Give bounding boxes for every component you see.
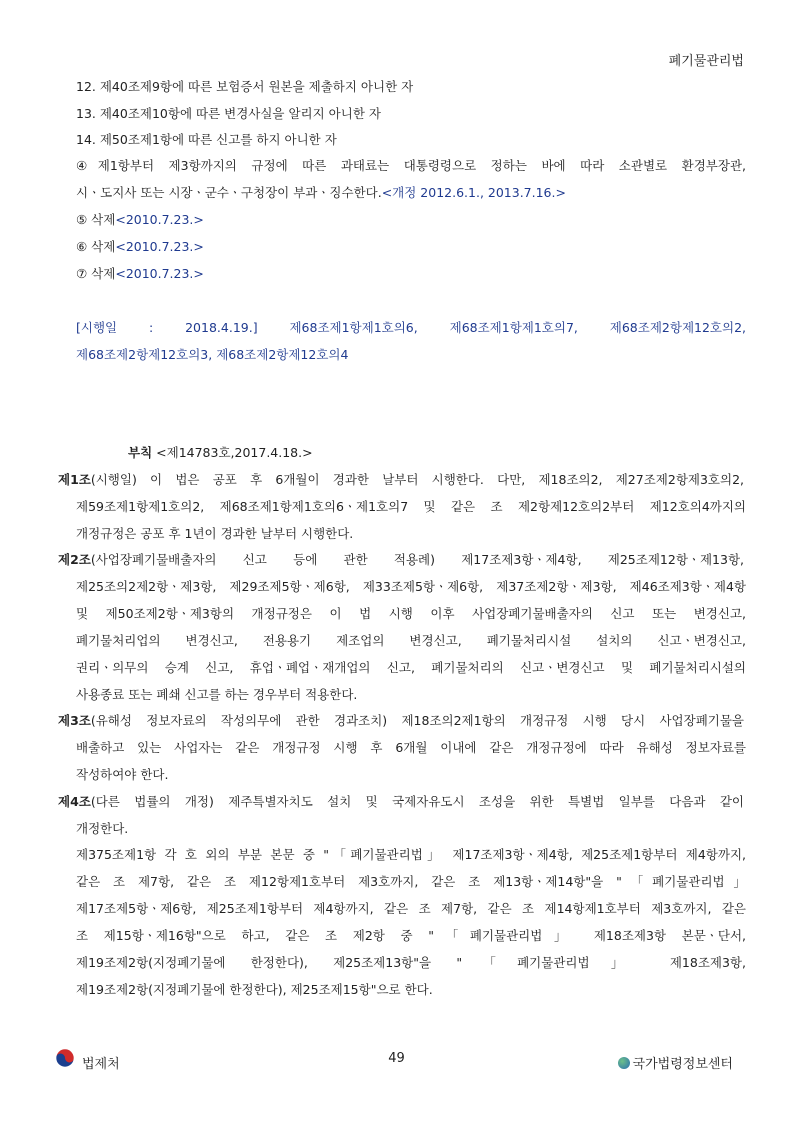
article-1-line2: 제59조제1항제1호의2, 제68조제1항제1호의6ㆍ제1호의7 및 같은 조 제2항제12호의2부터 제12호의4까지의	[76, 499, 746, 514]
deleted-label: ⑤ 삭제	[76, 212, 116, 227]
article-4-sub3: 제17조제5항ㆍ제6항, 제25조제1항부터 제4항까지, 같은 조 제7항, 같은 조 제14항제1호부터 제3호까지, 같은	[76, 901, 746, 916]
article-4-line2: 개정한다.	[76, 821, 129, 836]
article-3-line1	[58, 712, 744, 730]
addenda-ref: <제14783호,2017.4.18.>	[156, 445, 313, 460]
enforcement-date-line2[interactable]: 제68조제2항제12호의3, 제68조제2항제12호의4	[76, 347, 349, 362]
article-4-sub2: 같은 조 제7항, 같은 조 제12항제1호부터 제3호까지, 같은 조 제13항ㆍ제14항"을 "「폐기물관리법」	[76, 874, 746, 889]
deletion-date-link[interactable]: <2010.7.23.>	[115, 212, 204, 227]
article-4-sub4: 조 제15항ㆍ제16항"으로 하고, 같은 조 제2항 중 "「폐기물관리법」 제18조제3항 본문ㆍ단서,	[76, 928, 746, 943]
article-text: (다른 법률의 개정) 제주특별자치도 설치 및 국제자유도시 조성을 위한 특별법 일부를 다음과 같이	[90, 794, 744, 809]
list-item-14: 14. 제50조제1항에 따른 신고를 하지 아니한 자	[76, 132, 337, 147]
paragraph-4-line1: ④제1항부터 제3항까지의 규정에 따른 과태료는 대통령령으로 정하는 바에 따라 소관별로 환경부장관,	[76, 158, 746, 173]
article-text: (사업장폐기물배출자의 신고 등에 관한 적용례) 제17조제3항ㆍ제4항, 제25조제12항ㆍ제13항,	[90, 552, 744, 567]
list-item-12: 12. 제40조제9항에 따른 보험증서 원본을 제출하지 아니한 자	[76, 79, 414, 94]
deletion-date-link[interactable]: <2010.7.23.>	[115, 239, 204, 254]
deletion-date-link[interactable]: <2010.7.23.>	[115, 266, 204, 281]
article-1-line3: 개정규정은 공포 후 1년이 경과한 날부터 시행한다.	[76, 526, 354, 541]
page-header-title: 폐기물관리법	[668, 54, 744, 69]
page-number: 49	[388, 1051, 405, 1066]
deleted-label: ⑥ 삭제	[76, 239, 116, 254]
article-text: (시행일) 이 법은 공포 후 6개월이 경과한 날부터 시행한다. 다만, 제18조의2, 제27조제2항제3호의2,	[90, 472, 744, 487]
article-2-line6: 사용종료 또는 폐쇄 신고를 하는 경우부터 적용한다.	[76, 687, 358, 702]
deleted-item-5	[76, 211, 204, 229]
article-2-line1	[58, 551, 744, 569]
enforcement-date-line1[interactable]: [시행일 : 2018.4.19.] 제68조제1항제1호의6, 제68조제1항제1호의7, 제68조제2항제12호의2,	[76, 320, 746, 335]
article-4-sub6: 제19조제2항(지정폐기물에 한정한다), 제25조제15항"으로 한다.	[76, 982, 433, 997]
paragraph-4-text: 시ㆍ도지사 또는 시장ㆍ군수ㆍ구청장이 부과ㆍ징수한다.	[76, 185, 382, 200]
addenda-title: 부칙	[128, 445, 153, 460]
deleted-item-7	[76, 265, 204, 283]
article-4-sub5: 제19조제2항(지정폐기물에 한정한다), 제25조제13항"을 "「폐기물관리법」 제18조제3항,	[76, 955, 746, 970]
list-item-13: 13. 제40조제10항에 따른 변경사실을 알리지 아니한 자	[76, 106, 381, 121]
addenda-heading	[128, 444, 313, 462]
footer-info-center-label: 국가법령정보센터	[632, 1057, 733, 1072]
article-number: 제3조	[58, 713, 91, 728]
article-4-line1	[58, 793, 744, 811]
deleted-label: ⑦ 삭제	[76, 266, 116, 281]
article-number: 제2조	[58, 552, 91, 567]
article-2-line2: 제25조의2제2항ㆍ제3항, 제29조제5항ㆍ제6항, 제33조제5항ㆍ제6항, 제37조제2항ㆍ제3항, 제46조제3항ㆍ제4항	[76, 579, 746, 594]
article-text: (유해성 정보자료의 작성의무에 관한 경과조치) 제18조의2제1항의 개정규정 시행 당시 사업장폐기물을	[90, 713, 744, 728]
article-2-line5: 권리ㆍ의무의 승계 신고, 휴업ㆍ폐업ㆍ재개업의 신고, 폐기물처리의 신고ㆍ변경신고 및 폐기물처리시설의	[76, 660, 746, 675]
footer-info-center	[618, 1053, 733, 1072]
article-number: 제4조	[58, 794, 91, 809]
article-3-line2: 배출하고 있는 사업자는 같은 개정규정 시행 후 6개월 이내에 같은 개정규정에 따라 유해성 정보자료를	[76, 740, 746, 755]
footer-agency: 법제처	[82, 1057, 120, 1072]
globe-icon	[618, 1057, 630, 1069]
paragraph-4-line2	[76, 184, 566, 202]
article-2-line3: 및 제50조제2항ㆍ제3항의 개정규정은 이 법 시행 이후 사업장폐기물배출자의 신고 또는 변경신고,	[76, 606, 746, 621]
article-3-line3: 작성하여야 한다.	[76, 767, 169, 782]
article-2-line4: 폐기물처리업의 변경신고, 전용용기 제조업의 변경신고, 폐기물처리시설 설치의 신고ㆍ변경신고,	[76, 633, 746, 648]
amendment-link[interactable]: <개정 2012.6.1., 2013.7.16.>	[381, 185, 566, 200]
article-4-sub1: 제375조제1항 각 호 외의 부분 본문 중 "「폐기물관리법」 제17조제3항ㆍ제4항, 제25조제1항부터 제4항까지,	[76, 847, 746, 862]
deleted-item-6	[76, 238, 204, 256]
article-number: 제1조	[58, 472, 91, 487]
article-1-line1	[58, 471, 744, 489]
